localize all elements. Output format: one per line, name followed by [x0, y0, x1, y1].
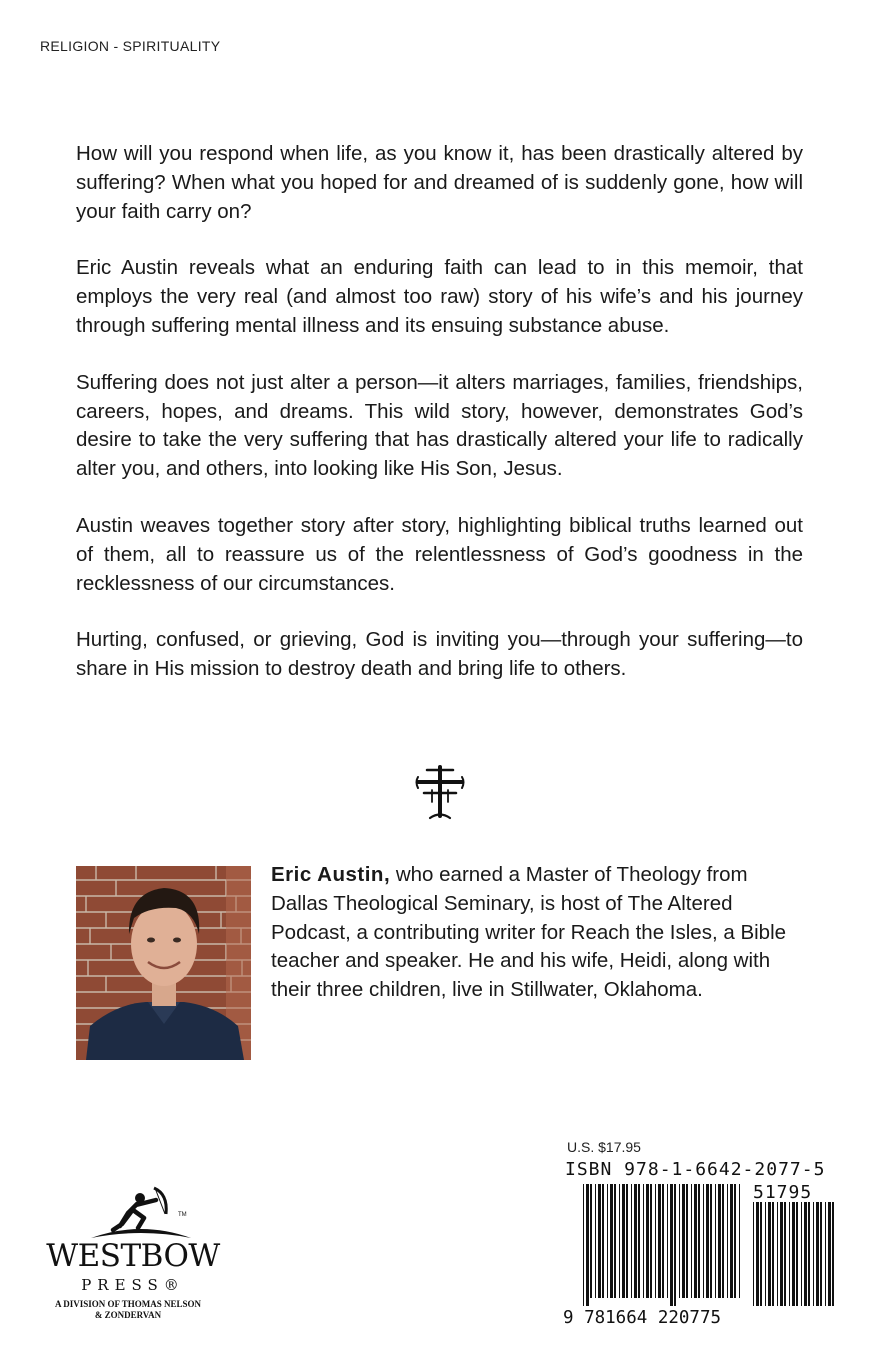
barcode-bar — [813, 1202, 814, 1306]
barcode-bar — [706, 1184, 709, 1298]
barcode-bar — [820, 1202, 822, 1306]
publisher-logo — [38, 1180, 228, 1330]
barcode-bar — [789, 1202, 790, 1306]
trademark-mark: TM — [178, 1212, 187, 1218]
barcode-bar — [780, 1202, 783, 1306]
barcode-bar — [638, 1184, 640, 1298]
barcode-bar — [801, 1202, 802, 1306]
barcode-bar — [619, 1184, 620, 1298]
blurb-paragraph: Eric Austin reveals what an enduring faith can lead to in this memoir, that employs the very real (and almost too raw) story of his wife’s and his journey through suffering mental illness and its ensuing substance abuse. — [76, 256, 803, 337]
barcode-bar — [658, 1184, 661, 1298]
barcode-bar — [768, 1202, 771, 1306]
barcode-bar — [610, 1184, 613, 1298]
barcode-bar — [622, 1184, 625, 1298]
division-line-2: & ZONDERVAN — [94, 1310, 162, 1320]
barcode-bar — [667, 1184, 668, 1298]
barcode-bar — [686, 1184, 688, 1298]
author-photo — [76, 866, 251, 1060]
barcode-bar — [662, 1184, 664, 1298]
barcode-bar — [804, 1202, 807, 1306]
barcode-bar — [682, 1184, 685, 1298]
barcode-bar — [730, 1184, 733, 1298]
barcode-bar — [808, 1202, 810, 1306]
publisher-press: PRESS® — [81, 1276, 185, 1294]
barcode-bar — [760, 1202, 762, 1306]
barcode-bar — [756, 1202, 759, 1306]
division-line-1: A DIVISION OF THOMAS NELSON — [54, 1299, 202, 1309]
barcode-bar — [703, 1184, 704, 1298]
publisher-division — [38, 1299, 218, 1321]
barcode-bar — [670, 1184, 673, 1306]
barcode-bar — [602, 1184, 604, 1298]
blurb-paragraph: Suffering does not just alter a person—it alters marriages, families, friendships, careers, hopes, and dreams. This wild story, however, demonstrates God’s desire to take the very suffering that has drastically altered your life to radically alter you, and others, into looking like His Son, Jesus. — [76, 370, 803, 481]
barcode-bar — [734, 1184, 736, 1298]
barcode-bar — [727, 1184, 728, 1298]
price-label: U.S. $17.95 — [567, 1139, 641, 1155]
barcode-bar — [739, 1184, 740, 1298]
barcode-bar — [595, 1184, 596, 1298]
barcode-bar — [784, 1202, 786, 1306]
barcode-bar — [715, 1184, 716, 1298]
barcode-bar — [816, 1202, 819, 1306]
barcode-bar — [607, 1184, 608, 1298]
barcode-bar — [631, 1184, 632, 1298]
barcode-bar — [614, 1184, 616, 1298]
blurb-paragraph: Austin weaves together story after story, highlighting biblical truths learned out of them, all to reassure us of the relentlessness of God’s goodness in the recklessness of our circumstances. — [76, 513, 803, 595]
author-name: Eric Austin, — [271, 863, 391, 886]
barcode-bar — [828, 1202, 831, 1306]
barcode-bar — [583, 1184, 584, 1306]
barcode-bar — [634, 1184, 637, 1298]
author-bio — [271, 861, 803, 1005]
barcode-bar — [832, 1202, 834, 1306]
barcode-bar — [679, 1184, 680, 1298]
barcode-bar — [655, 1184, 656, 1298]
barcode-bar — [626, 1184, 628, 1298]
blurb-paragraph: Hurting, confused, or grieving, God is inviting you—through your suffering—to share in His mission to destroy death and bring life to others. — [76, 628, 803, 681]
barcode-bar — [753, 1202, 754, 1306]
barcode-bar — [825, 1202, 826, 1306]
barcode-bar — [765, 1202, 766, 1306]
barcode-bar — [598, 1184, 601, 1298]
barcode-addon-digits: 51795 — [753, 1182, 813, 1203]
barcode-bar — [718, 1184, 721, 1298]
barcode-bar — [590, 1184, 592, 1298]
barcode-bar — [650, 1184, 652, 1298]
isbn-label: ISBN 978-1-6642-2077-5 — [565, 1159, 826, 1180]
blurb-paragraph: How will you respond when life, as you know it, has been drastically altered by suffering? When what you hoped for and dreamed of is suddenly gone, how will your faith carry on? — [76, 142, 803, 223]
barcode-bar — [646, 1184, 649, 1298]
barcode-bar — [777, 1202, 778, 1306]
isbn-barcode — [563, 1180, 838, 1325]
barcode-bar — [694, 1184, 697, 1298]
cross-ornament-icon — [414, 762, 466, 822]
barcode-bar — [710, 1184, 712, 1298]
barcode-main-bars — [583, 1184, 740, 1306]
barcode-bar — [586, 1184, 589, 1306]
barcode-bar — [691, 1184, 692, 1298]
publisher-wordmark: WESTBOW — [46, 1238, 220, 1274]
barcode-bar — [792, 1202, 795, 1306]
barcode-bar — [796, 1202, 798, 1306]
category-label: RELIGION - SPIRITUALITY — [40, 38, 221, 54]
barcode-bar — [772, 1202, 774, 1306]
barcode-bar — [722, 1184, 724, 1298]
barcode-bar — [698, 1184, 700, 1298]
author-bio-text: who earned a Master of Theology from Dallas Theological Seminary, is host of The Altered Podcast, a contributing writer for Reach the Isles, a Bible teacher and speaker. He and his wife, Heidi, along with their three children, live in Stillwater, Oklahoma. — [271, 863, 787, 1002]
archer-icon — [86, 1180, 196, 1240]
barcode-digits: 9 781664 220775 — [563, 1308, 722, 1325]
barcode-bar — [674, 1184, 676, 1306]
back-cover-blurb — [76, 140, 803, 684]
barcode-addon-bars — [753, 1202, 834, 1306]
barcode-bar — [643, 1184, 644, 1298]
